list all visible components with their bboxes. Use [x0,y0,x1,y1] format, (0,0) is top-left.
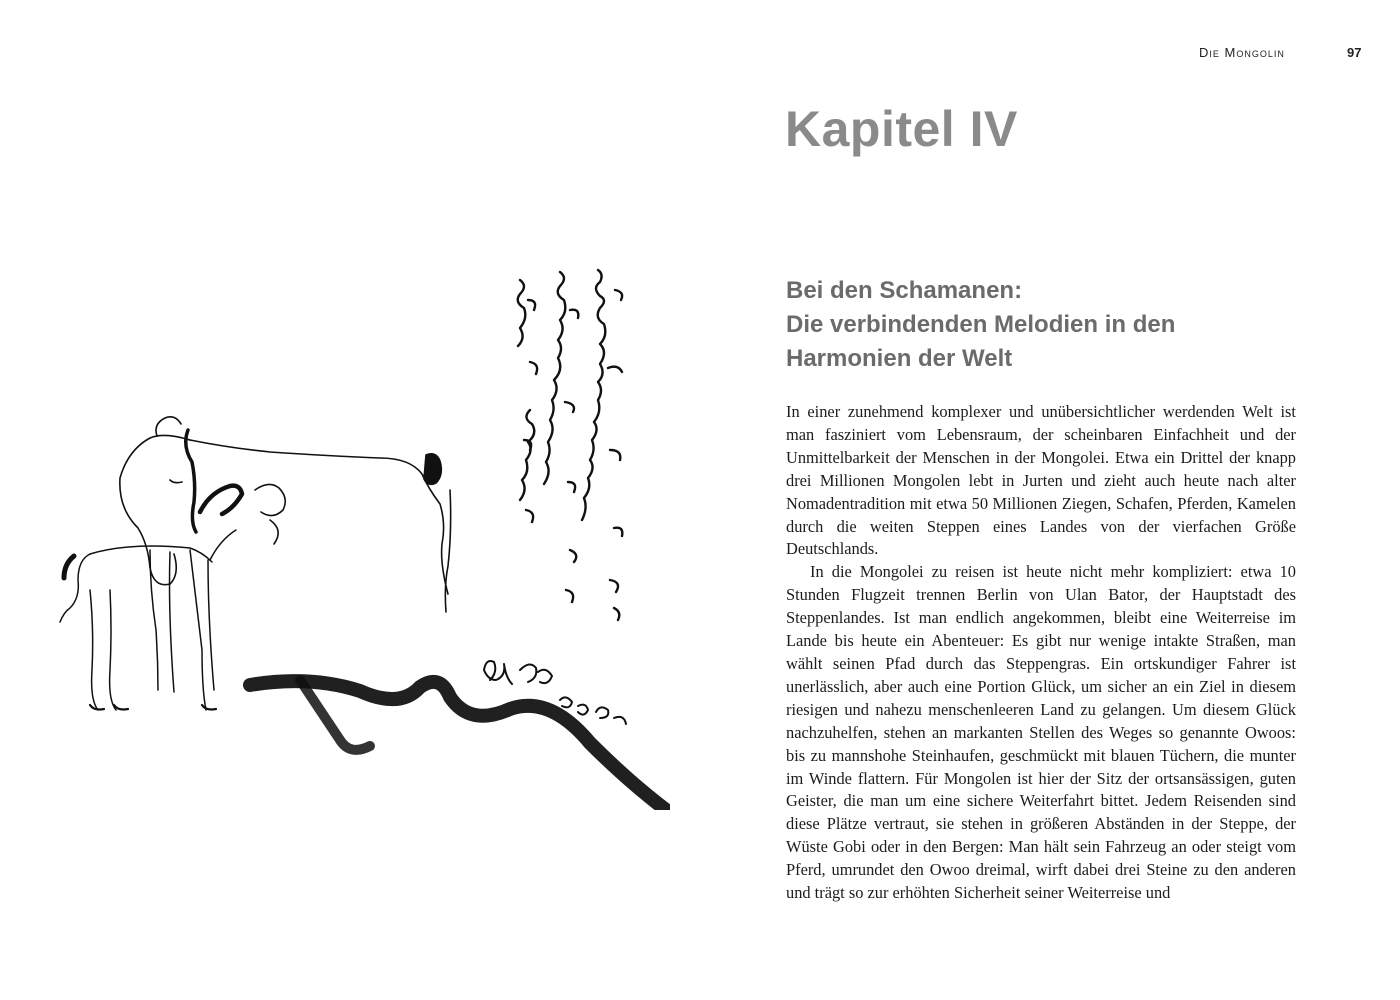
subheading-line: Die verbindenden Melodien in den [786,311,1176,338]
paragraph: In einer zunehmend komplexer und unübersichtlicher werdenden Welt ist man fasziniert vom Lebensraum, der scheinbaren Einfachheit und der Unmittelbarkeit der Menschen in der Mongolei. Etwa ein Drittel der knapp drei Millionen Mongolen lebt in Jurten und zieht auch heute nach alter Nomadentradition mit etwa 50 Millionen Ziegen, Schafen, Pferden, Kamelen durch die weiten Steppen eines Landes von der vierfachen Größe Deutschlands. [786,402,1296,559]
chapter-heading: Kapitel IV [785,101,1018,157]
subheading-line: Harmonien der Welt [786,345,1013,372]
running-head [0,40,1400,64]
subheading-line: Bei den Schamanen: [786,277,1023,304]
running-head-title: Die Mongolin [1199,45,1285,60]
horse-ink-illustration [30,250,670,810]
paragraph: In die Mongolei zu reisen ist heute nicht mehr kompliziert: etwa 10 Stunden Flugzeit trennen Berlin von Ulan Bator, der Hauptstadt des Steppenlandes. Ist man endlich angekommen, bleibt eine Weiterreise im Lande bis heute ein Abenteuer: Es gibt nur wenige intakte Straßen, man wählt seinen Pfad durch das Steppengras. Ein ortskundiger Fahrer ist unerlässlich, aber auch eine Portion Glück, um sicher an ein Ziel in diesem riesigen und nahezu menschenleeren Land zu gelangen. Um diesem Glück nachzuhelfen, stehen an markanten Stellen des Weges so genannte Owoos: bis zu mannshohe Steinhaufen, geschmückt mit blauen Tüchern, die munter im Winde flattern. Für Mongolen ist hier der Sitz der ortsansässigen, guten Geister, die man um eine sichere Weiterfahrt bittet. Jedem Reisenden sind diese Plätze vertraut, sie stehen in größeren Abständen in der Steppe, der Wüste Gobi oder in den Bergen: Man hält sein Fahrzeug an oder steigt vom Pferd, umrundet den Owoo dreimal, wirft dabei drei Steine zu den anderen und trägt so zur erhöhten Sicherheit seiner Weiterreise und [786,562,1296,903]
mongolian-calligraphy [518,270,623,620]
section-subheading [786,274,1306,376]
body-text [786,401,1296,905]
page-number: 97 [1347,45,1362,60]
